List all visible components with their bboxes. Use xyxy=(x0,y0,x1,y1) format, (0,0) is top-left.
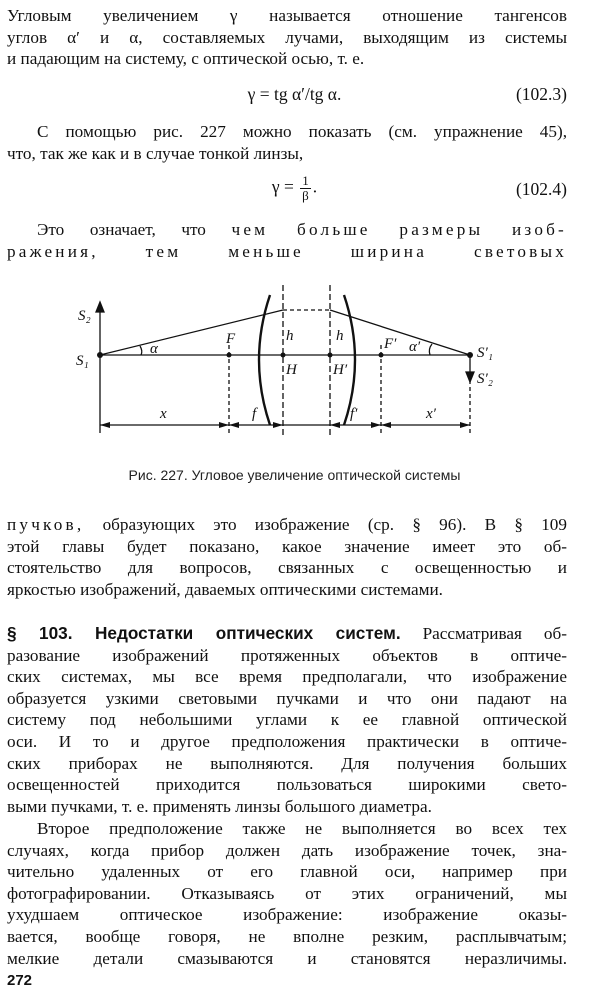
page-number: 272 xyxy=(7,972,33,989)
equation-102-3 xyxy=(0,84,589,108)
label-s1: S₁ xyxy=(76,353,89,369)
text-line: случаях, когда прибор должен дать изображение точек, зна- xyxy=(7,840,567,860)
text-line: Угловым увеличением γ называется отношение тангенсов xyxy=(7,6,567,25)
equation-lhs: γ = xyxy=(271,176,294,197)
label-x: x xyxy=(160,406,167,422)
label-s1-prime: S′₁ xyxy=(477,345,493,361)
text-line: ских системах, мы все время предполагали, что изображение xyxy=(7,667,567,687)
text-line: яркостью изображений, даваемых оптическими системами. xyxy=(7,579,443,599)
text-line: образуется узкими световыми пучками и что они падают на xyxy=(7,688,567,708)
text-line xyxy=(7,623,567,645)
label-f: F xyxy=(226,331,236,347)
dim-arrow xyxy=(381,422,391,428)
section-heading: § 103. Недостатки оптических систем. xyxy=(7,623,401,643)
angle-alpha-prime-arc xyxy=(429,344,432,355)
label-principal-h-prime: H′ xyxy=(333,362,348,378)
dim-arrow xyxy=(273,422,283,428)
object-arrowhead xyxy=(96,302,104,312)
text-line: углов α′ и α, составляемых лучами, выходящим из системы xyxy=(7,27,567,47)
equation-fraction xyxy=(300,174,311,203)
text-line: Второе предположение также не выполняется во всех тех xyxy=(37,819,567,838)
dim-arrow xyxy=(100,422,110,428)
section-103-paragraph xyxy=(7,623,567,817)
label-f-prime-distance: f′ xyxy=(350,406,358,422)
text-line: что, так же как и в случае тонкой линзы, xyxy=(7,143,304,163)
text-line: выми пучками, т. е. применять линзы большого диаметра. xyxy=(7,796,432,816)
label-h-left: h xyxy=(286,328,294,344)
text-line: этой главы будет показано, какое значение имеет это об- xyxy=(7,536,567,556)
label-s2-prime: S′₂ xyxy=(477,371,493,387)
text-line: ских приборах не выполняются. Для получения больших xyxy=(7,753,567,773)
spaced-text: пучков, xyxy=(7,515,85,534)
label-f-distance: f xyxy=(252,406,257,422)
dim-arrow xyxy=(371,422,381,428)
equation-number: (102.4) xyxy=(515,179,567,199)
fraction-numerator: 1 xyxy=(302,173,309,188)
figure-227-diagram xyxy=(0,285,589,460)
text-line: чительно удаленных от его главной оси, например при xyxy=(7,862,567,882)
angle-alpha-arc xyxy=(140,346,142,355)
text-line: освещенностей приходится пользоваться широкими свето- xyxy=(7,775,567,795)
text-fragment: Рассматривая об- xyxy=(400,624,567,643)
paragraph-beams xyxy=(7,514,567,600)
fraction-denominator: β xyxy=(302,188,309,203)
text-line: ухудшаем оптическое изображение: изображение оказы- xyxy=(7,905,567,925)
label-alpha-prime: α′ xyxy=(409,339,421,355)
lens-left-surface xyxy=(259,295,270,425)
text-line: разование изображений протяженных объектов в оптиче- xyxy=(7,645,567,665)
text-line: ражения, тем меньше ширина световых xyxy=(7,241,567,261)
point-f xyxy=(227,353,232,358)
text-line: стоятельство для вопросов, связанных с освещенностью и xyxy=(7,558,567,578)
label-h-right: h xyxy=(336,328,344,344)
paragraph-figure-reference xyxy=(7,121,567,164)
label-principal-h: H xyxy=(286,362,297,378)
dim-arrow xyxy=(330,422,340,428)
label-s2: S₂ xyxy=(78,308,91,324)
equation-102-4 xyxy=(0,174,589,208)
point-s1 xyxy=(97,352,103,358)
equation-formula: γ = tg α′/tg α. xyxy=(247,84,342,104)
paragraph-meaning xyxy=(7,219,567,262)
dim-arrow xyxy=(229,422,239,428)
text-line: и падающим на систему, с оптической осью, т. е. xyxy=(7,49,365,69)
dim-arrow xyxy=(219,422,229,428)
label-f-prime: F′ xyxy=(384,336,397,352)
text-fragment: Это означает, что xyxy=(37,220,232,239)
text-line: С помощью рис. 227 можно показать (см. упражнение 45), xyxy=(37,122,567,141)
point-h-prime xyxy=(328,353,333,358)
paragraph-angular-magnification xyxy=(7,5,567,70)
equation-tail: . xyxy=(312,176,318,197)
point-s1-prime xyxy=(467,352,473,358)
text-line: оси. И то и другое предположения практически в оптиче- xyxy=(7,731,567,751)
incident-ray xyxy=(100,310,283,355)
equation-formula xyxy=(0,174,589,203)
figure-caption: Рис. 227. Угловое увеличение оптической системы xyxy=(128,467,461,483)
point-f-prime xyxy=(379,353,384,358)
image-arrowhead xyxy=(466,372,474,382)
text-line xyxy=(7,219,567,241)
label-x-prime: x′ xyxy=(426,406,436,422)
point-h xyxy=(281,353,286,358)
dim-arrow xyxy=(460,422,470,428)
text-line: вается, вообще говоря, не вполне резким, расплывчатым; xyxy=(7,926,567,946)
text-line: мелкие детали смазываются и становятся неразличимы. xyxy=(7,948,567,968)
paragraph-second-assumption xyxy=(7,818,567,969)
spaced-text: чем больше размеры изоб- xyxy=(231,220,567,239)
equation-number: (102.3) xyxy=(515,84,567,104)
label-alpha: α xyxy=(150,341,158,357)
text-fragment: образующих это изображение (ср. § 96). В § 109 xyxy=(84,515,567,534)
text-line: фотографировании. Отказываясь от этих ограничений, мы xyxy=(7,883,567,903)
text-line xyxy=(7,514,567,536)
text-line: систему под небольшими углами к ее главной оптической xyxy=(7,710,567,730)
